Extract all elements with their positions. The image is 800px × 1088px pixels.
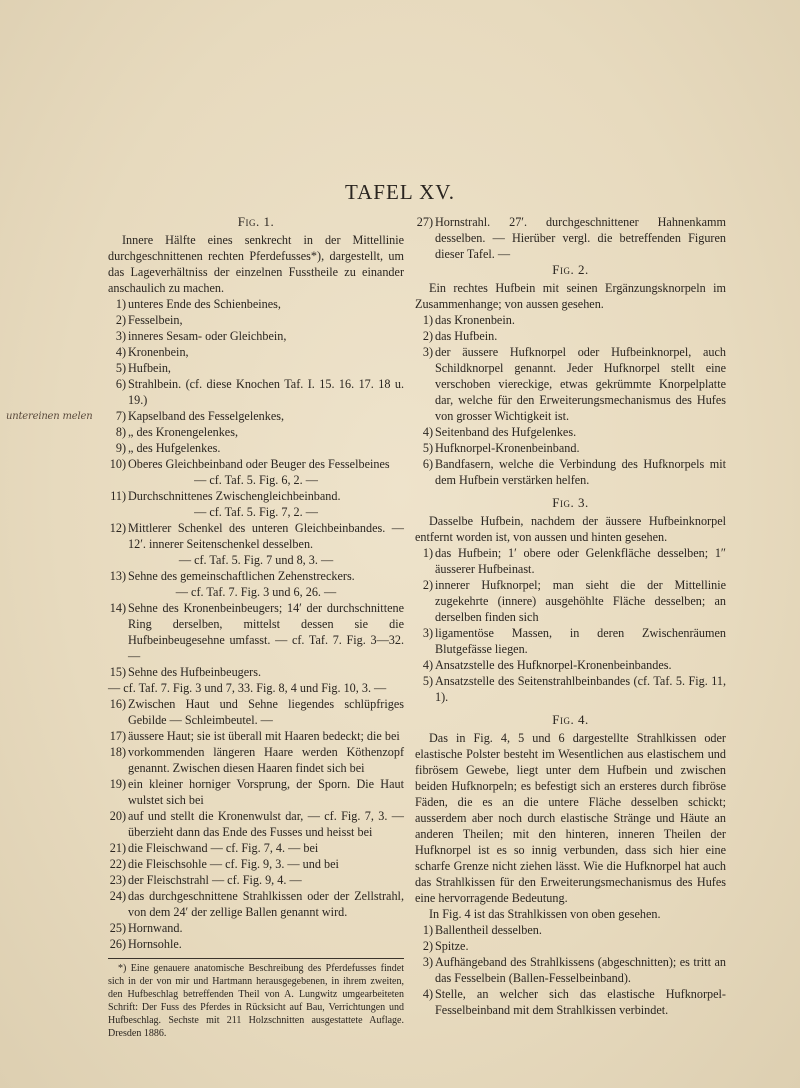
item-text: auf und stellt die Kronenwulst dar, — cf. Fig. 7, 3. — überzieht dann das Ende des Fusses und heisst bei — [128, 809, 404, 839]
item-text: Hufbein, — [128, 361, 171, 375]
list-item — [415, 456, 726, 488]
item-text: die Fleischwand — cf. Fig. 7, 4. — bei — [128, 841, 319, 855]
item-text: das durchgeschnittene Strahlkissen oder der Zellstrahl, von dem 24′ der zellige Ballen genannt wird. — [128, 889, 404, 919]
item-text: die Fleischsohle — cf. Fig. 9, 3. — und bei — [128, 857, 339, 871]
item-text: Kapselband des Fesselgelenkes, — [128, 409, 285, 423]
item-text: „ des Hufgelenkes. — [128, 441, 221, 455]
item-number: 1 ) — [415, 922, 433, 938]
list-item — [108, 376, 404, 408]
footnote: *) Eine genauere anatomische Beschreibung des Pferdefusses findet sich in der von mir und Hartmann herausgegebenen, in ihrem zweiten, den Hufbeschlag betreffenden Theil von A. Lungwitz umgearbeiteten Schrift: Der Fuss des Pferdes in Rücksicht auf Bau, Verrichtungen und Hufbeschlag. Sechste mit 211 Holzschnitten ausgestattete Auflage. Dresden 1886. — [108, 963, 404, 1039]
item-text: Stelle, an welcher sich das elastische Hufknorpel-Fesselbeinband mit dem Strahlkissen verbindet. — [435, 987, 726, 1017]
item-text: das Kronenbein. — [435, 313, 515, 327]
list-item — [108, 600, 404, 664]
item-number: 3 ) — [108, 328, 126, 344]
item-number: 9 ) — [108, 440, 126, 456]
item-number: 20 ) — [108, 808, 126, 824]
list-item — [108, 728, 404, 744]
item-number: 4 ) — [108, 344, 126, 360]
item-text: ein kleiner horniger Vorsprung, der Sporn. Die Haut wulstet sich bei — [128, 777, 404, 807]
item-number: 4 ) — [415, 424, 433, 440]
list-item — [415, 424, 726, 440]
item-number: 6 ) — [415, 456, 433, 472]
list-item — [108, 296, 404, 312]
item-number: 6 ) — [108, 376, 126, 392]
item-number: 2 ) — [415, 328, 433, 344]
item-text: Sehne des gemeinschaftlichen Zehenstreckers. — [128, 569, 355, 583]
list-item — [415, 657, 726, 673]
list-item — [108, 504, 404, 520]
list-item — [108, 552, 404, 568]
item-text: unteres Ende des Schienbeines, — [128, 297, 281, 311]
item-text: innerer Hufknorpel; man sieht die der Mittellinie zugekehrte (innere) ausgehöhlte Fläche desselben; an derselben finden sich — [435, 578, 726, 624]
item-text: Kronenbein, — [128, 345, 189, 359]
list-item — [415, 545, 726, 577]
fig1-item-list-continued — [415, 214, 726, 262]
list-item — [108, 472, 404, 488]
item-number: 17 ) — [108, 728, 126, 744]
item-text: Hornsohle. — [128, 937, 182, 951]
item-text: Ansatzstelle des Seitenstrahlbeinbandes (cf. Taf. 5. Fig. 11, 1). — [435, 674, 726, 704]
item-number: 4 ) — [415, 657, 433, 673]
item-text: der Fleischstrahl — cf. Fig. 9, 4. — — [128, 873, 302, 887]
list-item — [108, 568, 404, 584]
list-item — [108, 408, 404, 424]
item-text: Ballentheil desselben. — [435, 923, 542, 937]
fig4-intro: Das in Fig. 4, 5 und 6 dargestellte Strahlkissen oder elastische Polster besteht im Wesentlichen aus elastischem und fibrösem Gewebe, liegt unter dem Hufbein und zwischen beiden Hufknorpeln; es befestigt sich an ersteres durch fibröse Fäden, die es an die untere Fläche desselben schickt; ausserdem aber noch durch elastische Stränge und Häute an anderen Theilen; mit den hinteren, inneren Theilen der Hufknorpel ist es so innig verbunden, dass sich hier eine scharfe Grenze nicht ziehen lässt. Wie die Hufknorpel hat auch das Strahlkissen für den Erweiterungsmechanismus des Hufes eine hervorragende Bedeutung. — [415, 731, 726, 905]
item-number: 13 ) — [108, 568, 126, 584]
item-text: — cf. Taf. 7. Fig. 3 und 6, 26. — — [175, 585, 337, 599]
fig1-heading: Fig. 1. — [237, 214, 275, 229]
item-number: 3 ) — [415, 625, 433, 641]
item-number: 5 ) — [415, 673, 433, 689]
item-number: 18 ) — [108, 744, 126, 760]
list-item — [108, 920, 404, 936]
fig4-heading: Fig. 4. — [552, 712, 589, 727]
item-number: 5 ) — [108, 360, 126, 376]
left-column — [108, 214, 404, 1040]
item-number: 14 ) — [108, 600, 126, 616]
item-number: 21 ) — [108, 840, 126, 856]
list-item — [108, 328, 404, 344]
item-number: 1 ) — [108, 296, 126, 312]
item-text: Zwischen Haut und Sehne liegendes schlüpfriges Gebilde — Schleimbeutel. — — [128, 697, 404, 727]
item-text: Oberes Gleichbeinband oder Beuger des Fesselbeines — [128, 457, 390, 471]
list-item — [415, 214, 726, 262]
item-number: 5 ) — [415, 440, 433, 456]
right-column — [415, 214, 726, 1018]
item-number: 19 ) — [108, 776, 126, 792]
item-number: 3 ) — [415, 344, 433, 360]
list-item — [108, 584, 404, 600]
list-item — [108, 872, 404, 888]
item-text: Mittlerer Schenkel des unteren Gleichbeinbandes. — 12′. innerer Seitenschenkel desselben. — [128, 521, 404, 551]
item-text: Hufknorpel-Kronenbeinband. — [435, 441, 580, 455]
item-number: 2 ) — [108, 312, 126, 328]
item-number: 7 ) — [108, 408, 126, 424]
list-item — [108, 312, 404, 328]
fig3-heading: Fig. 3. — [552, 495, 589, 510]
item-text: vorkommenden längeren Haare werden Köthenzopf genannt. Zwischen diesen Haaren findet sich bei — [128, 745, 404, 775]
list-item — [415, 440, 726, 456]
list-item — [415, 344, 726, 424]
fig2-item-list — [415, 312, 726, 488]
item-number: 27 ) — [415, 214, 433, 230]
item-text: — cf. Taf. 5. Fig. 7 und 8, 3. — — [178, 553, 334, 567]
item-text: Seitenband des Hufgelenkes. — [435, 425, 577, 439]
list-item — [108, 936, 404, 952]
list-item — [415, 986, 726, 1018]
plate-title: TAFEL XV. — [345, 180, 455, 204]
list-item — [108, 424, 404, 440]
item-number: 15 ) — [108, 664, 126, 680]
item-text: Ansatzstelle des Hufknorpel-Kronenbeinbandes. — [435, 658, 672, 672]
item-text: der äussere Hufknorpel oder Hufbeinknorpel, auch Schildknorpel genannt. Jeder Hufknorpel stellt eine verschoben viereckige, etwas gekrümmte Knorpelplatte dar, welche für den Erweiterungsmechanismus des Hufes von grosser Wichtigkeit ist. — [435, 345, 726, 423]
list-item — [415, 328, 726, 344]
list-item — [415, 625, 726, 657]
list-item — [108, 840, 404, 856]
item-number: 26 ) — [108, 936, 126, 952]
item-text: Sehne des Kronenbeinbeugers; 14′ der durchschnittene Ring derselben, mittelst dessen sie die Hufbeinbeugesehne umfasst. — cf. Taf. 7. Fig. 3—32. — — [128, 601, 404, 663]
item-text: Spitze. — [435, 939, 469, 953]
list-item — [415, 577, 726, 625]
item-number: 11 ) — [108, 488, 126, 504]
item-text: das Hufbein; 1′ obere oder Gelenkfläche desselben; 1″ äusserer Hufbeinast. — [435, 546, 726, 576]
item-number: 4 ) — [415, 986, 433, 1002]
list-item — [108, 776, 404, 808]
item-number: 10 ) — [108, 456, 126, 472]
item-number: 12 ) — [108, 520, 126, 536]
list-item — [415, 922, 726, 938]
item-text: „ des Kronengelenkes, — [128, 425, 238, 439]
item-number: 1 ) — [415, 545, 433, 561]
list-item — [415, 954, 726, 986]
item-number: 24 ) — [108, 888, 126, 904]
list-item — [108, 520, 404, 552]
item-number: 1 ) — [415, 312, 433, 328]
item-text: Bandfasern, welche die Verbindung des Hufknorpels mit dem Hufbein verstärken helfen. — [435, 457, 726, 487]
item-text: inneres Sesam- oder Gleichbein, — [128, 329, 287, 343]
fig2-heading: Fig. 2. — [552, 262, 589, 277]
list-item — [108, 808, 404, 840]
list-item — [415, 673, 726, 705]
list-item — [108, 360, 404, 376]
list-item — [108, 440, 404, 456]
fig4-item-list — [415, 922, 726, 1018]
item-number: 22 ) — [108, 856, 126, 872]
item-text: Sehne des Hufbeinbeugers. — [128, 665, 262, 679]
item-number: 25 ) — [108, 920, 126, 936]
list-item — [108, 856, 404, 872]
item-number: 2 ) — [415, 938, 433, 954]
item-number: 16 ) — [108, 696, 126, 712]
item-number: 23 ) — [108, 872, 126, 888]
item-text: Aufhängeband des Strahlkissens (abgeschnitten); es tritt an das Fesselbein (Ballen-Fesselbeinband). — [435, 955, 726, 985]
list-item — [108, 888, 404, 920]
item-text: — cf. Taf. 5. Fig. 7, 2. — — [194, 505, 318, 519]
item-text: Durchschnittenes Zwischengleichbeinband. — [128, 489, 341, 503]
list-item — [415, 312, 726, 328]
item-text: das Hufbein. — [435, 329, 498, 343]
item-text: Strahlbein. (cf. diese Knochen Taf. I. 15. 16. 17. 18 u. 19.) — [128, 377, 404, 407]
item-number: 2 ) — [415, 577, 433, 593]
list-item — [108, 680, 404, 696]
item-number: 8 ) — [108, 424, 126, 440]
item-number: 3 ) — [415, 954, 433, 970]
list-item — [415, 938, 726, 954]
fig3-intro: Dasselbe Hufbein, nachdem der äussere Hufbeinknorpel entfernt worden ist, von aussen und hinten gesehen. — [415, 514, 726, 544]
fig1-intro: Innere Hälfte eines senkrecht in der Mittellinie durchgeschnittenen rechten Pferdefusses*), dargestellt, um das Lageverhältniss der einzelnen Fusstheile zu einander anschaulich zu machen. — [108, 233, 404, 295]
fig4-subtitle: In Fig. 4 ist das Strahlkissen von oben gesehen. — [429, 907, 661, 921]
list-item — [108, 456, 404, 472]
list-item — [108, 664, 404, 680]
handwritten-margin-note: untereinen melen — [6, 411, 93, 422]
item-text: äussere Haut; sie ist überall mit Haaren bedeckt; die bei — [128, 729, 400, 743]
item-text: ligamentöse Massen, in deren Zwischenräumen Blutgefässe liegen. — [435, 626, 726, 656]
footnote-divider — [108, 958, 404, 959]
item-text: Fesselbein, — [128, 313, 183, 327]
list-item — [108, 344, 404, 360]
item-text: Hornwand. — [128, 921, 183, 935]
list-item — [108, 696, 404, 728]
fig1-item-list — [108, 296, 404, 952]
list-item — [108, 488, 404, 504]
item-text: Hornstrahl. 27′. durchgeschnittener Hahnenkamm desselben. — Hierüber vergl. die betreffenden Figuren dieser Tafel. — — [435, 215, 726, 261]
fig3-item-list — [415, 545, 726, 705]
list-item — [108, 744, 404, 776]
item-text: — cf. Taf. 5. Fig. 6, 2. — — [194, 473, 318, 487]
fig2-intro: Ein rechtes Hufbein mit seinen Ergänzungsknorpeln im Zusammenhange; von aussen gesehen. — [415, 281, 726, 311]
item-text: — cf. Taf. 7. Fig. 3 und 7, 33. Fig. 8, 4 und Fig. 10, 3. — — [108, 681, 387, 695]
